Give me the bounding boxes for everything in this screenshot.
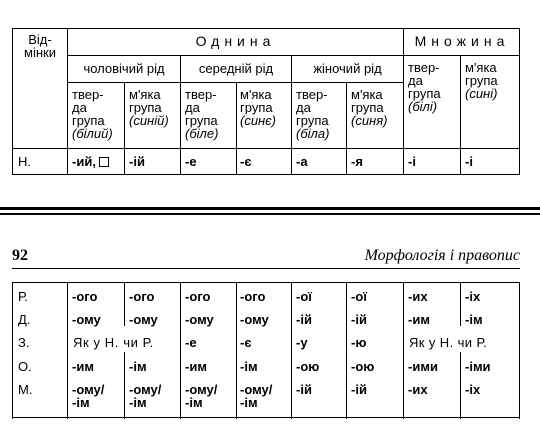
ending-cell: -іми [465,359,491,374]
ending-cell: -ого [240,289,266,304]
ending-cell: -им [72,359,94,374]
n-hard-group: твер- да група (біле) [185,87,219,141]
ending-cell: -ому/ -ім [129,382,162,410]
f-hard-group: твер- да група (біла) [296,87,330,141]
page-number: 92 [12,247,28,264]
ending-cell: -ій [296,312,312,327]
gender-neuter: середній рід [198,61,274,76]
singular-header: Однина [195,33,276,49]
row-case-locative: М. [18,382,33,397]
ending-cell: -ою [296,359,320,374]
f-soft-group: м'яка група (синя) [351,87,388,128]
ending-cell: -е [185,335,197,350]
pl-soft-group: м'яка група (сині) [465,60,498,101]
ending-cell: -ім [240,359,258,374]
page-divider [0,207,540,210]
ending-cell: -іх [465,382,481,397]
ending-cell: -е [185,154,197,169]
header-rule [12,268,520,269]
ending-cell: -у [296,335,308,350]
pl-hard-group: твер- да група (білі) [408,60,441,114]
ending-cell: -ий, [72,155,109,168]
ending-cell: -ому/ -ім [240,382,273,410]
ending-cell: -є [240,154,252,169]
ending-cell: -ій [129,154,145,169]
m-soft-group: м'яка група (синій) [129,87,169,128]
plural-header: Множина [414,33,510,49]
ending-cell: -ій [296,382,312,397]
gender-feminine: жіночий рід [313,61,382,76]
ending-cell: -ому [129,312,158,327]
row-case-nominative: Н. [18,154,31,169]
row-case-accusative: З. [18,335,30,350]
ending-cell: -іх [465,289,481,304]
gender-masculine: чоловічий рід [83,61,165,76]
ending-cell: -ого [72,289,98,304]
ending-cell: -им [185,359,207,374]
ending-cell: -ою [351,359,375,374]
case-header: Від- мінки [24,32,56,60]
running-title: Морфологія і правопис [364,247,520,264]
ending-cell: -их [408,382,428,397]
row-case-dative: Д. [18,312,31,327]
ending-cell: -их [408,289,428,304]
ending-cell: -ої [351,289,367,304]
n-soft-group: м'яка група (синє) [240,87,276,128]
page-divider [0,213,540,215]
ending-cell: -ого [129,289,155,304]
ending-cell: -ому [72,312,101,327]
ending-cell: -ому [240,312,269,327]
ending-cell: -ім [465,312,483,327]
ending-cell: -ій [351,382,367,397]
row-case-genitive: Р. [18,289,28,304]
accusative-note-cell: Як у Н. чи Р. [409,335,488,350]
ending-cell: -а [296,154,308,169]
ending-cell: -ій [351,312,367,327]
accusative-note-cell: Як у Н. чи Р. [73,335,154,350]
ending-cell: -ому/ -ім [185,382,218,410]
square-icon [99,157,109,167]
ending-cell: -ю [351,335,367,350]
ending-cell: -я [351,154,363,169]
ending-cell: -ому [185,312,214,327]
ending-cell: -ими [408,359,438,374]
ending-cell: -є [240,335,252,350]
ending-cell: -им [408,312,430,327]
m-hard-group: твер- да група (білий) [72,87,113,141]
ending-cell: -і [465,154,473,169]
ending-cell: -ої [296,289,312,304]
ending-cell: -і [408,154,416,169]
ending-cell: -ім [129,359,147,374]
ending-cell: -ому/ -ім [72,382,105,410]
row-case-instrumental: О. [18,359,32,374]
ending-cell: -ого [185,289,211,304]
